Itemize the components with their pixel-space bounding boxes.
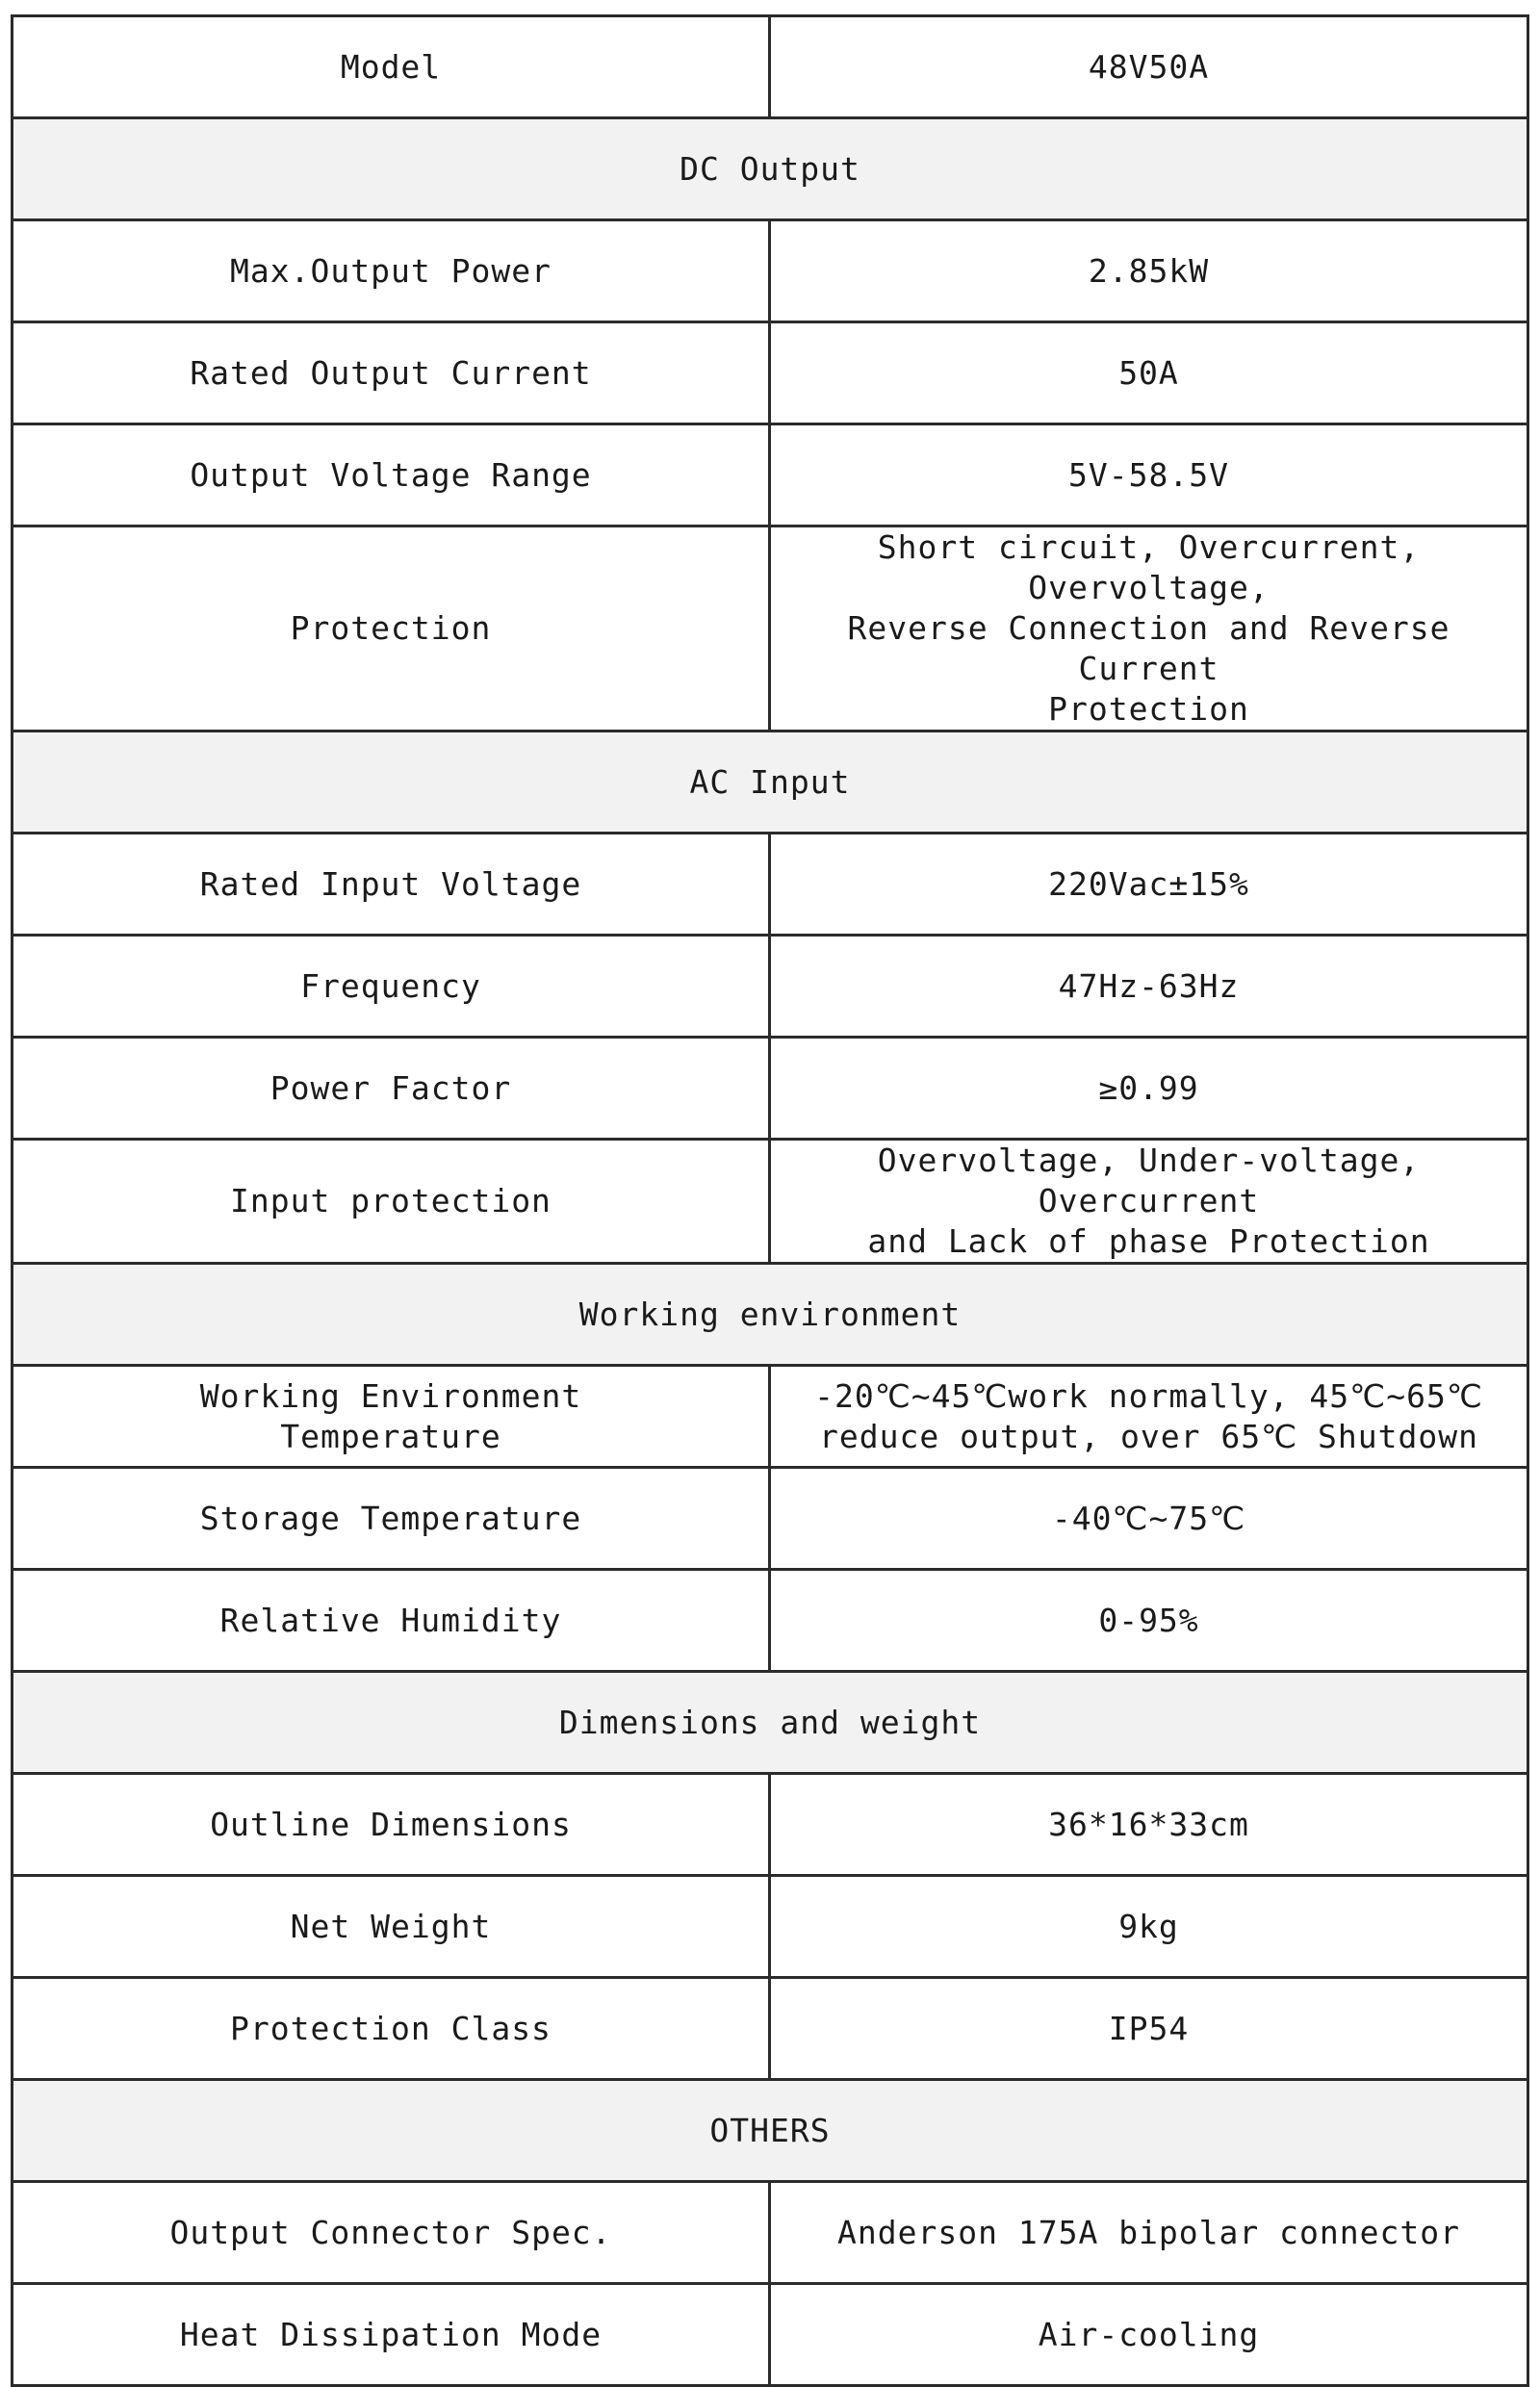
table-row-model	[13, 16, 1528, 118]
table-row-output-connector	[13, 2182, 1528, 2284]
value-line: Reverse Connection and Reverse Current	[847, 609, 1450, 687]
row-label: Power Factor	[13, 1038, 770, 1140]
row-value: Anderson 175A bipolar connector	[770, 2182, 1528, 2284]
row-value: 36*16*33cm	[770, 1774, 1528, 1876]
table-row-outline-dimensions	[13, 1774, 1528, 1876]
row-label: Max.Output Power	[13, 220, 770, 322]
row-label: Heat Dissipation Mode	[13, 2284, 770, 2386]
table-row-input-protection	[13, 1140, 1528, 1264]
table-row-frequency	[13, 936, 1528, 1038]
section-heading: Dimensions and weight	[13, 1672, 1528, 1774]
row-value: 50A	[770, 322, 1528, 424]
value-line: Overvoltage, Under-voltage, Overcurrent	[877, 1142, 1421, 1219]
table-row-max-output-power	[13, 220, 1528, 322]
row-value	[770, 1140, 1528, 1264]
value-line: and Lack of phase Protection	[867, 1222, 1430, 1260]
table-row-relative-humidity	[13, 1570, 1528, 1672]
table-row-working-temperature	[13, 1366, 1528, 1468]
row-label: Protection	[13, 526, 770, 732]
row-label: Relative Humidity	[13, 1570, 770, 1672]
row-label: Net Weight	[13, 1876, 770, 1978]
row-value	[770, 1366, 1528, 1468]
row-label: Output Connector Spec.	[13, 2182, 770, 2284]
row-label: Storage Temperature	[13, 1468, 770, 1570]
row-label: Rated Input Voltage	[13, 834, 770, 936]
row-value: 0-95%	[770, 1570, 1528, 1672]
label-line: Temperature	[280, 1417, 501, 1455]
row-label: Rated Output Current	[13, 322, 770, 424]
table-row-protection-class	[13, 1978, 1528, 2080]
row-label: Input protection	[13, 1140, 770, 1264]
section-heading: OTHERS	[13, 2080, 1528, 2182]
row-value: 48V50A	[770, 16, 1528, 118]
value-line: -20℃~45℃work normally, 45℃~65℃	[814, 1376, 1483, 1415]
row-label: Output Voltage Range	[13, 424, 770, 526]
row-value: ≥0.99	[770, 1038, 1528, 1140]
value-line: Protection	[1048, 690, 1249, 728]
section-others	[13, 2080, 1528, 2182]
row-value	[770, 526, 1528, 732]
section-dimensions-weight	[13, 1672, 1528, 1774]
section-heading: DC Output	[13, 118, 1528, 220]
table-row-storage-temperature	[13, 1468, 1528, 1570]
row-value: 9kg	[770, 1876, 1528, 1978]
value-line: reduce output, over 65℃ Shutdown	[819, 1417, 1478, 1455]
section-heading: AC Input	[13, 732, 1528, 834]
table-row-protection	[13, 526, 1528, 732]
label-line: Working Environment	[199, 1376, 582, 1415]
spec-table	[11, 14, 1529, 2387]
row-label: Frequency	[13, 936, 770, 1038]
section-ac-input	[13, 732, 1528, 834]
table-row-output-voltage-range	[13, 424, 1528, 526]
table-row-rated-output-current	[13, 322, 1528, 424]
row-value: 5V-58.5V	[770, 424, 1528, 526]
section-heading: Working environment	[13, 1264, 1528, 1366]
row-label	[13, 1366, 770, 1468]
row-value: 2.85kW	[770, 220, 1528, 322]
row-label: Model	[13, 16, 770, 118]
row-value: 47Hz-63Hz	[770, 936, 1528, 1038]
section-dc-output	[13, 118, 1528, 220]
section-working-environment	[13, 1264, 1528, 1366]
table-row-rated-input-voltage	[13, 834, 1528, 936]
row-label: Protection Class	[13, 1978, 770, 2080]
table-row-heat-dissipation	[13, 2284, 1528, 2386]
row-value: IP54	[770, 1978, 1528, 2080]
value-line: Short circuit, Overcurrent, Overvoltage,	[877, 528, 1421, 606]
row-value: Air-cooling	[770, 2284, 1528, 2386]
table-row-net-weight	[13, 1876, 1528, 1978]
row-value: 220Vac±15%	[770, 834, 1528, 936]
table-row-power-factor	[13, 1038, 1528, 1140]
row-label: Outline Dimensions	[13, 1774, 770, 1876]
row-value: -40℃~75℃	[770, 1468, 1528, 1570]
